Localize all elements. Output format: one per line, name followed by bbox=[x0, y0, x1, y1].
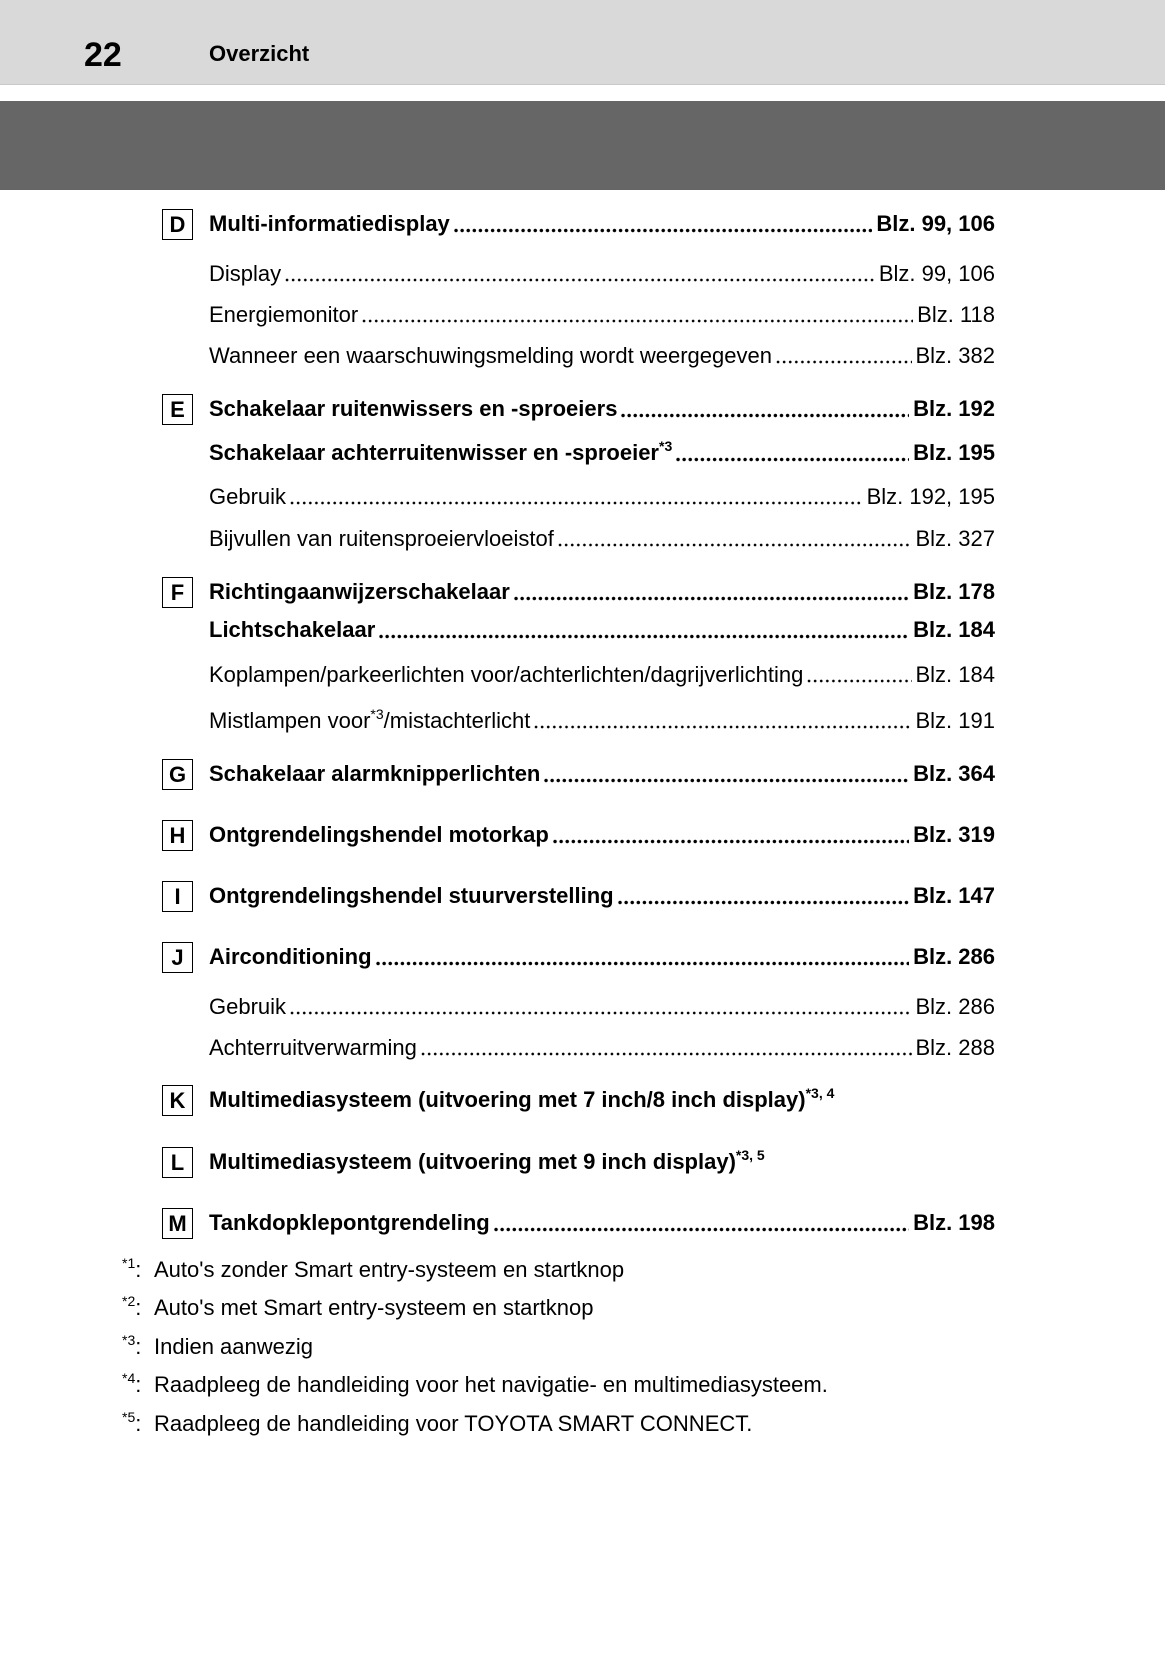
entry-label: Multi-informatiedisplay bbox=[209, 211, 450, 236]
entry-label bbox=[209, 1147, 765, 1177]
section-letter-e: E bbox=[162, 394, 193, 425]
entry-label: Energiemonitor bbox=[209, 302, 359, 327]
entry-label: Koplampen/parkeerlichten voor/achterlichten/dagrijverlichting bbox=[209, 662, 804, 687]
page-number: 22 bbox=[84, 36, 122, 74]
section-letter-f: F bbox=[162, 577, 193, 608]
section-letter-g: G bbox=[162, 759, 193, 790]
entry-ruitenwissers bbox=[209, 394, 995, 424]
dot-leader bbox=[620, 394, 909, 424]
page-reference: Blz. 327 bbox=[915, 526, 995, 551]
dot-leader bbox=[533, 706, 911, 736]
footnote-separator: : bbox=[135, 1334, 142, 1359]
page-reference: Blz. 184 bbox=[913, 617, 995, 642]
page-reference: Blz. 184 bbox=[915, 662, 995, 687]
entry-label: Gebruik bbox=[209, 994, 287, 1019]
entry-gebruik-airco bbox=[209, 992, 995, 1022]
page-title: Overzicht bbox=[209, 41, 310, 66]
entry-tankdopklepontgrendeling bbox=[209, 1208, 995, 1238]
dot-leader bbox=[375, 942, 910, 972]
section-letter-i: I bbox=[162, 881, 193, 912]
entry-waarschuwingsmelding bbox=[209, 341, 995, 371]
entry-gebruik-wissers bbox=[209, 482, 995, 512]
page-reference: Blz. 319 bbox=[913, 822, 995, 847]
dot-leader bbox=[552, 820, 909, 850]
entry-label: Lichtschakelaar bbox=[209, 617, 376, 642]
entry-label bbox=[209, 438, 672, 468]
dot-leader bbox=[361, 300, 913, 330]
footnote bbox=[122, 1332, 922, 1362]
page-reference: Blz. 198 bbox=[913, 1210, 995, 1235]
page-reference: Blz. 118 bbox=[917, 302, 995, 327]
dot-leader bbox=[675, 438, 909, 468]
entry-lichtschakelaar bbox=[209, 615, 995, 645]
footnote-text: Auto's met Smart entry-systeem en startknop bbox=[154, 1295, 594, 1320]
dot-leader bbox=[453, 209, 873, 239]
entry-label: Bijvullen van ruitensproeiervloeistof bbox=[209, 526, 554, 551]
dot-leader bbox=[775, 341, 912, 371]
dot-leader bbox=[289, 482, 863, 512]
dot-leader bbox=[420, 1033, 912, 1063]
page-reference: Blz. 195 bbox=[913, 440, 995, 465]
dot-leader bbox=[493, 1208, 909, 1238]
page-reference: Blz. 286 bbox=[915, 994, 995, 1019]
entry-label: Airconditioning bbox=[209, 944, 372, 969]
dot-leader bbox=[806, 660, 911, 690]
entry-label: Richtingaanwijzerschakelaar bbox=[209, 579, 510, 604]
footnote bbox=[122, 1255, 922, 1285]
entry-label: Ontgrendelingshendel motorkap bbox=[209, 822, 549, 847]
page-reference: Blz. 99, 106 bbox=[878, 261, 995, 286]
dot-leader bbox=[284, 259, 875, 289]
section-banner bbox=[0, 101, 1165, 190]
section-letter-d: D bbox=[162, 209, 193, 240]
footnote-text: Auto's zonder Smart entry-systeem en startknop bbox=[154, 1257, 625, 1282]
entry-stuurverstelling bbox=[209, 881, 995, 911]
entry-label-text: Schakelaar achterruitenwisser en -sproeier bbox=[209, 440, 659, 465]
footnote bbox=[122, 1409, 922, 1439]
section-letter-k: K bbox=[162, 1085, 193, 1116]
entry-label: Schakelaar alarmknipperlichten bbox=[209, 761, 541, 786]
page-reference: Blz. 382 bbox=[915, 343, 995, 368]
entry-alarmknipperlichten bbox=[209, 759, 995, 789]
footnote-marker: *5 bbox=[122, 1409, 136, 1425]
footnote-reference: *3 bbox=[370, 706, 384, 722]
footnote-separator: : bbox=[135, 1295, 142, 1320]
entry-label-text: Multimediasysteem (uitvoering met 7 inch/8 inch display) bbox=[209, 1087, 806, 1112]
footnote-separator: : bbox=[135, 1411, 142, 1436]
footnote-text: Raadpleeg de handleiding voor TOYOTA SMART CONNECT. bbox=[154, 1411, 753, 1436]
page-reference: Blz. 99, 106 bbox=[876, 211, 995, 236]
page-reference: Blz. 286 bbox=[913, 944, 995, 969]
footnote-reference: *3, 5 bbox=[735, 1147, 765, 1163]
section-letter-l: L bbox=[162, 1147, 193, 1178]
page-reference: Blz. 364 bbox=[913, 761, 995, 786]
entry-label: Achterruitverwarming bbox=[209, 1035, 417, 1060]
dot-leader bbox=[289, 992, 911, 1022]
footnote-text: Raadpleeg de handleiding voor het navigatie- en multimediasysteem. bbox=[154, 1372, 828, 1397]
entry-multimediasysteem-7-8-inch bbox=[209, 1085, 995, 1115]
entry-multimediasysteem-9-inch bbox=[209, 1147, 995, 1177]
entry-koplampen bbox=[209, 660, 995, 690]
entry-achterruitverwarming bbox=[209, 1033, 995, 1063]
entry-motorkap bbox=[209, 820, 995, 850]
entry-label: Schakelaar ruitenwissers en -sproeiers bbox=[209, 396, 618, 421]
entry-label-suffix: /mistachterlicht bbox=[383, 708, 531, 733]
section-letter-m: M bbox=[162, 1208, 193, 1239]
footnote-marker: *3 bbox=[122, 1332, 136, 1348]
footnote-reference: *3, 4 bbox=[805, 1085, 835, 1101]
page-reference: Blz. 147 bbox=[913, 883, 995, 908]
dot-leader bbox=[557, 524, 912, 554]
dot-leader bbox=[513, 577, 909, 607]
page-reference: Blz. 191 bbox=[915, 708, 995, 733]
footnote-marker: *2 bbox=[122, 1293, 136, 1309]
entry-multi-informatiedisplay bbox=[209, 209, 995, 239]
footnote-marker: *4 bbox=[122, 1370, 136, 1386]
footnote-text: Indien aanwezig bbox=[154, 1334, 314, 1359]
footnote-separator: : bbox=[135, 1372, 142, 1397]
entry-label: Display bbox=[209, 261, 282, 286]
entry-ruitensproeiervloeistof bbox=[209, 524, 995, 554]
page-reference: Blz. 192, 195 bbox=[866, 484, 995, 509]
page-header bbox=[0, 0, 1165, 85]
entry-label bbox=[209, 706, 530, 736]
footnote-reference: *3 bbox=[659, 438, 673, 454]
dot-leader bbox=[378, 615, 909, 645]
entry-airconditioning bbox=[209, 942, 995, 972]
entry-energiemonitor bbox=[209, 300, 995, 330]
footnote-marker: *1 bbox=[122, 1255, 136, 1271]
page-reference: Blz. 288 bbox=[915, 1035, 995, 1060]
entry-mistlampen bbox=[209, 706, 995, 736]
footnote bbox=[122, 1370, 922, 1400]
page-reference: Blz. 178 bbox=[913, 579, 995, 604]
entry-display bbox=[209, 259, 995, 289]
dot-leader bbox=[617, 881, 909, 911]
entry-richtingaanwijzerschakelaar bbox=[209, 577, 995, 607]
section-letter-h: H bbox=[162, 820, 193, 851]
footnote-separator: : bbox=[135, 1257, 142, 1282]
page-reference: Blz. 192 bbox=[913, 396, 995, 421]
entry-achterruitenwisser bbox=[209, 438, 995, 468]
entry-label: Tankdopklepontgrendeling bbox=[209, 1210, 490, 1235]
footnote bbox=[122, 1293, 922, 1323]
entry-label: Ontgrendelingshendel stuurverstelling bbox=[209, 883, 614, 908]
section-letter-j: J bbox=[162, 942, 193, 973]
entry-label bbox=[209, 1085, 834, 1115]
entry-label: Gebruik bbox=[209, 484, 287, 509]
dot-leader bbox=[543, 759, 909, 789]
entry-label-text: Mistlampen voor bbox=[209, 708, 371, 733]
entry-label: Wanneer een waarschuwingsmelding wordt weergegeven bbox=[209, 343, 772, 368]
entry-label-text: Multimediasysteem (uitvoering met 9 inch display) bbox=[209, 1149, 736, 1174]
